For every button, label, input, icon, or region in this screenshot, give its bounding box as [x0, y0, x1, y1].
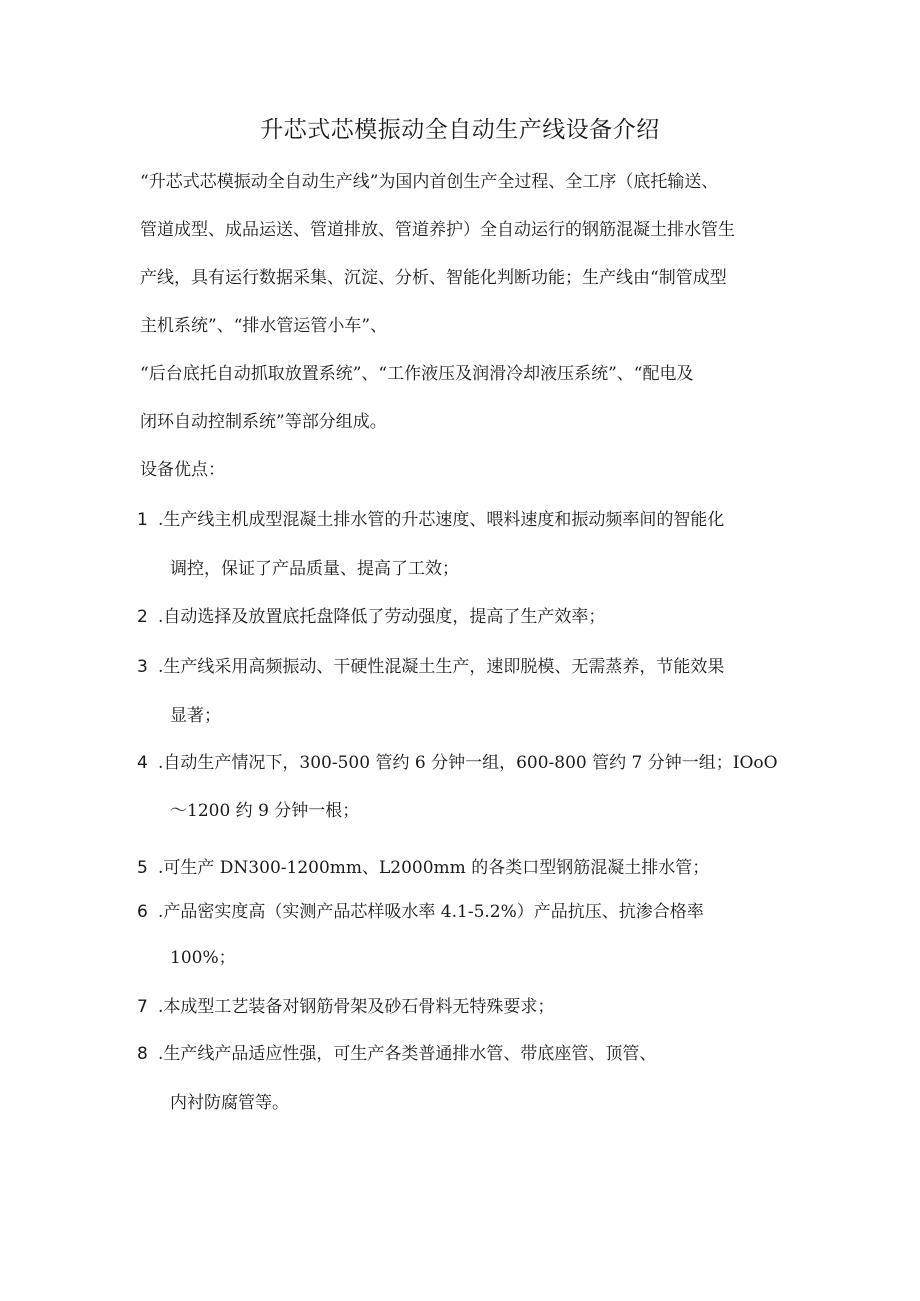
- item-text-continued: ～1200 约 9 分钟一根；: [170, 801, 360, 821]
- item-number: 2: [137, 607, 148, 627]
- intro-line-4: 主机系统”、“排水管运管小车”、: [140, 316, 388, 336]
- item-text: .产品密实度高（实测产品芯样吸水率 4.1-5.2%）产品抗压、抗渗合格率: [158, 902, 704, 922]
- item-number: 1: [137, 510, 148, 530]
- item-number: 5: [137, 858, 148, 878]
- item-text: .生产线主机成型混凝土排水管的升芯速度、喂料速度和振动频率间的智能化: [158, 510, 725, 530]
- advantages-heading: 设备优点：: [140, 460, 225, 480]
- item-number: 7: [137, 997, 148, 1017]
- item-number: 3: [137, 657, 148, 677]
- item-text-continued: 显著；: [170, 706, 221, 726]
- intro-line-2: 管道成型、成品运送、管道排放、管道养护）全自动运行的钢筋混凝土排水管生: [140, 220, 735, 240]
- intro-line-3: 产线，具有运行数据采集、沉淀、分析、智能化判断功能；生产线由“制管成型: [140, 268, 727, 288]
- item-number: 8: [137, 1044, 148, 1064]
- intro-line-6: 闭环自动控制系统”等部分组成。: [140, 412, 387, 432]
- item-text: .生产线产品适应性强，可生产各类普通排水管、带底座管、顶管、: [158, 1044, 657, 1064]
- item-text: .自动生产情况下，300-500 管约 6 分钟一组，600-800 管约 7 分钟一组；IOoO: [158, 753, 778, 773]
- item-text: .本成型工艺装备对钢筋骨架及砂石骨料无特殊要求；: [158, 997, 555, 1017]
- intro-line-1: “升芯式芯模振动全自动生产线”为国内首创生产全过程、全工序（底托输送、: [140, 172, 719, 192]
- item-text: .生产线采用高频振动、干硬性混凝土生产，速即脱模、无需蒸养，节能效果: [158, 657, 725, 677]
- item-text-continued: 内衬防腐管等。: [170, 1093, 289, 1113]
- intro-line-5: “后台底托自动抓取放置系统”、“工作液压及润滑冷却液压系统”、“配电及: [140, 364, 694, 384]
- item-text: .自动选择及放置底托盘降低了劳动强度，提高了生产效率；: [158, 607, 606, 627]
- item-text: .可生产 DN300-1200mm、L2000mm 的各类口型钢筋混凝土排水管；: [158, 858, 710, 878]
- document-title: 升芯式芯模振动全自动生产线设备介绍: [260, 117, 660, 143]
- item-text-continued: 100%；: [170, 948, 236, 968]
- item-number: 4: [137, 753, 148, 773]
- item-text-continued: 调控，保证了产品质量、提高了工效；: [170, 559, 459, 579]
- item-number: 6: [137, 902, 148, 922]
